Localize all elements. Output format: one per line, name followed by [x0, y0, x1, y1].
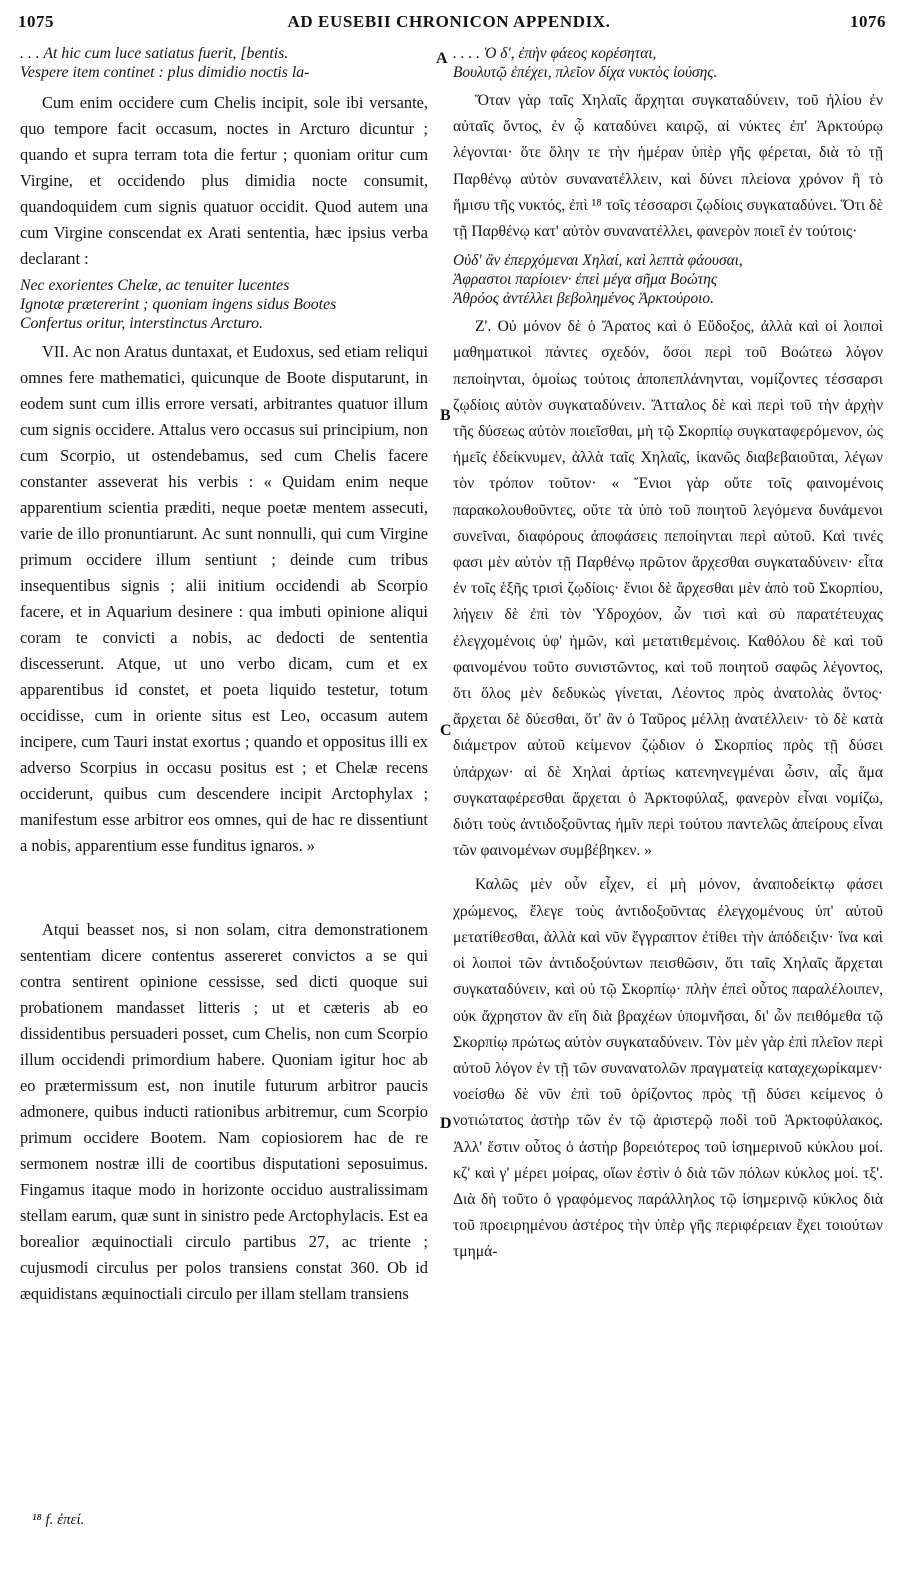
greek-paragraph-1: Ὅταν γὰρ ταῖς Χηλαῖς ἄρχηται συγκαταδύνειν, τοῦ ἡλίου ἐν αὐταῖς ὄντος, ἐν ᾧ καταδύνει καιρῷ, αἱ νύκτες ἐπ' Ἀρκτούρῳ λέγονται· ὅτε ὅλην τε τὴν ἡμέραν ὑπὲρ γῆς φέρεται, διὰ τὸ τῇ Παρθένῳ αὐτὸν συνανατέλλειν, καὶ δύνει πλείονα χρόνον ἢ τὸ ἥμισυ τῆς νυκτός, ἐπὶ ¹⁸ τοῖς τέσσαρσι ζῳδίοις συγκαταδύνει. Ὅτι δὲ τῇ Παρθένῳ κατ' αὐτὸν συνανατέλλει, φανερὸν ποιεῖ ἐν τούτοις·	[453, 92, 883, 241]
latin-paragraph-3: Atqui beasset nos, si non solam, citra demonstrationem sententiam dicere contentus assereret convictos a se qui contra sentirent opinione cessisse, sed dicti quoque sui probationem mandasset litteris ; ut et cæteris ab eo dissidentibus persuaderi posset, cum Chelis, non cum Scorpio illum occidendi primordium habere. Quoniam igitur hoc ab eo prætermissum est, non inutile futurum arbitror paucis admonere, quibus inducti rationibus arbitremur, cum Scorpio primum occidere Bootem. Nam copiosiorem hac de re sermonem nostræ illi de coortibus disputationi seposuimus. Fingamus itaque modo in horizonte occiduo australissimam stellam earum, quæ sunt in sinistro pede Arctophylacis. Est ea borealior æquinoctiali circulo partibus 27, ac triente ; cujusmodi circulus per polos transiens constat 360. Ob id æquidistans æquinoctiali circulo per illam stellam transiens	[20, 920, 428, 1303]
footnote: ¹⁸ f. ἐπεί.	[32, 1512, 85, 1528]
running-header	[0, 0, 898, 40]
greek-verse-1: . . . . Ὁ δ', ἐπὴν φάεος κορέσηται, Βουλυτῷ ἐπέχει, πλεῖον δίχα νυκτὸς ἰούσης.	[453, 45, 718, 81]
latin-verse-2: Nec exorientes Chelæ, ac tenuiter lucentes Ignotæ prætererint ; quoniam ingens sidus Bootes Confertus oritur, interstinctus Arcturo.	[20, 277, 337, 332]
page-number-left: 1075	[18, 12, 54, 31]
greek-verse-2: Οὐδ' ἂν ἐπερχόμεναι Χηλαί, καὶ λεπτὰ φάουσαι, Ἀφραστοι παρίοιεν· ἐπεὶ μέγα σῆμα Βοώτης Ἀθρόος ἀντέλλει βεβολημένος Ἀρκτούροιο.	[453, 252, 743, 308]
margin-mark-c: C	[440, 722, 452, 739]
greek-column	[453, 44, 883, 1266]
margin-mark-b: B	[440, 407, 451, 424]
latin-verse-1: . . . At hic cum luce satiatus fuerit, [bentis. Vespere item continet : plus dimidio noctis la-	[20, 45, 310, 81]
latin-column	[20, 44, 428, 1307]
margin-mark-a: A	[436, 50, 448, 67]
greek-paragraph-2: Ζ'. Οὐ μόνον δὲ ὁ Ἄρατος καὶ ὁ Εὔδοξος, ἀλλὰ καὶ οἱ λοιποὶ μαθηματικοὶ πάντες σχεδόν, ὅσοι περὶ τοῦ Βοώτεω λόγον πεποίηνται, ὁμοίως τούτοις ἀποπεπλάνηνται, νομίζοντες τέσσαρσι ζῳδίοις αὐτὸν συγκαταδύνειν. Ἄτταλος δὲ καὶ περὶ τοῦ τὴν ἀρχὴν τῆς δύσεως αὐτὸν ποιεῖσθαι, μὴ τῷ Σκορπίῳ συγκαταφερόμενον, ὡς ἡμεῖς ἐδείκνυμεν, ἀλλὰ ταῖς Χηλαῖς, ἱκανῶς διαβεβαιοῦται, λέγων τὸν τρόπον τοῦτον· « Ἔνιοι γὰρ οὔτε τοῖς φαινομένοις παρακολουθοῦντες, οὔτε τὰ ὑπὸ τοῦ ποιητοῦ λεγόμενα δυνάμενοι συνεῖναι, διαφόρους ἀποφάσεις πεποίηνται περὶ αὐτοῦ. Καὶ τινές φασι μὲν αὐτὸν τῇ Παρθένῳ πρῶτον ἄρχεσθαι συγκαταδύνειν· εἶτα ἐν τοῖς ἑξῆς τρισὶ ζῳδίοις· ἔνιοι δὲ ἄρχεσθαι μὲν ἀπὸ τοῦ Σκορπίου, λήγειν δὲ ἐπὶ τὸν Ὑδροχόον, ὧν τισὶ καὶ σὺ παρατέτευχας ἐλεγχομένοις ὑφ' ἡμῶν, καὶ μετατιθεμένοις. Καθόλου δὲ καὶ τοῦ φαινομένου τοῦτο συνιστῶντος, καὶ τοῦ ποιητοῦ σαφῶς λέγοντος, ὅτι ὅλος μὲν δεδυκὼς γίνεται, Λέοντος πρὸς ἀνατολὰς ὄντος· ἄρχεται δὲ δύεσθαι, ὅτ' ἂν ὁ Ταῦρος μέλλῃ ἀνατέλλειν· τὸ δὲ κατὰ διάμετρον αὐτοῦ κείμενον ζῴδιον ὁ Σκορπίος πρὸς τῇ δύσει ὑπάρχων· αἱ δὲ Χηλαὶ ἀρτίως κατενηνεγμέναι ὦσιν, αἷς ἅμα συγκαταφέρεσθαι ἄρχεται ὁ Ἀρκτοφύλαξ, φανερὸν εἶναι νομίζω, διότι τοὺς ἀντιδοξοῦντας ἡμῖν περὶ τούτου παντελῶς ἀπείρους εἶναι τῶν φαινομένων συμβέβηκεν. »	[453, 318, 883, 860]
page-number-right: 1076	[850, 12, 886, 31]
running-title: AD EUSEBII CHRONICON APPENDIX.	[287, 12, 611, 31]
latin-paragraph-1: Cum enim occidere cum Chelis incipit, sole ibi versante, quo tempore facit occasum, noctes in Arcturo dicuntur ; quando et supra terram tota die fertur ; quoniam oritur cum Virgine, et occidendo plus dimidia nocte consumit, quandoquidem cum signis quatuor occidit. Quod autem una cum Virgine conscendat ex Arati sententia, hæc ipsius verba declarant :	[20, 93, 428, 268]
margin-mark-d: D	[440, 1115, 452, 1132]
latin-paragraph-2: VII. Ac non Aratus duntaxat, et Eudoxus, sed etiam reliqui omnes fere mathematici, quicunque de Boote disputarunt, in eodem sunt cum illis errore versati, arbitrantes quatuor illum cum signis occidere. Attalus vero occasus sui principium, non cum Scorpio, ut ostendebamus, sed cum Chelis facere constanter asseverat his verbis : « Quidam enim neque apparentium scientia præditi, neque poetæ mentem assecuti, varie de illo pronuntiarunt. Ac sunt nonnulli, qui cum Virgine primum occidere illum sentiunt ; deinde cum tribus insequentibus signis ; alii initium occidendi ab Scorpio facere, et in Aquarium desinere : qua imbuti opinione aliqui coram te convicti a nobis, ac dedocti de sententia discesserunt. Atque, ut uno verbo dicam, cum et ex apparentibus id constet, et poeta liquido testetur, totum occidisse, cum in oriente situs est Leo, occasum autem incipere, cum Tauri instat exortus ; quando et oppositus illi ex adverso Scorpius in occasu positus est ; et Chelæ recens occiderunt, quibus cum descendere incipit Arctophylax ; manifestum esse arbitror eos omnes, qui de hac re dissentiunt a nobis, apparentium esse funditus ignaros. »	[20, 342, 428, 855]
greek-paragraph-3: Καλῶς μὲν οὖν εἶχεν, εἰ μὴ μόνον, ἀναποδείκτῳ φάσει χρώμενος, ἔλεγε τοὺς ἀντιδοξοῦντας ἐλεγχομένους ὑπ' αὐτοῦ μετατίθεσθαι, ἀλλὰ καὶ νῦν ἔγγραπτον ἐτίθει τὴν ἀπόδειξιν· ἵνα καὶ οἱ λοιποὶ τῶν ἀντιδοξούντων πεισθῶσιν, ὅτι ταῖς Χηλαῖς ἄρχεται συγκαταδύνειν, καὶ οὐ τῷ Σκορπίῳ· πλὴν ἐπεὶ οὗτος παραλέλοιπεν, οὐκ ἄχρηστον ἂν εἴη διὰ βραχέων ὑπομνῆσαι, δι' ὧν πειθόμεθα τῷ Σκορπίῳ πρώτως αὐτὸν συγκαταδύνειν. Τὸν μὲν γὰρ ἐπὶ πλεῖον περὶ αὐτοῦ λόγον ἐν τῇ τῶν συνανατολῶν πραγματείᾳ καταχεχωρίκαμεν· νοείσθω δὲ νῦν ἐπὶ τοῦ ὁρίζοντος πρὸς τῇ δύσει κείμενος ὁ νοτιώτατος ἀστὴρ τῶν ἐν τῷ ἀριστερῷ ποδὶ τοῦ Ἀρκτοφύλακος. Ἀλλ' ἔστιν οὗτος ὁ ἀστὴρ βορειότερος τοῦ ἰσημερινοῦ κύκλου μοί. κζ' καὶ γ' μέρει μοίρας, οἵων ἐστὶν ὁ διὰ τῶν πόλων κύκλος μοί. τξ'. Διὰ δὴ τοῦτο ὁ γραφόμενος παράλληλος τῷ ἰσημερινῷ κύκλος διὰ τοῦ προειρημένου ἀστέρος τὴν ὑπὲρ γῆς περιφέρειαν ἔχει τοιούτων τμημά-	[453, 876, 883, 1261]
